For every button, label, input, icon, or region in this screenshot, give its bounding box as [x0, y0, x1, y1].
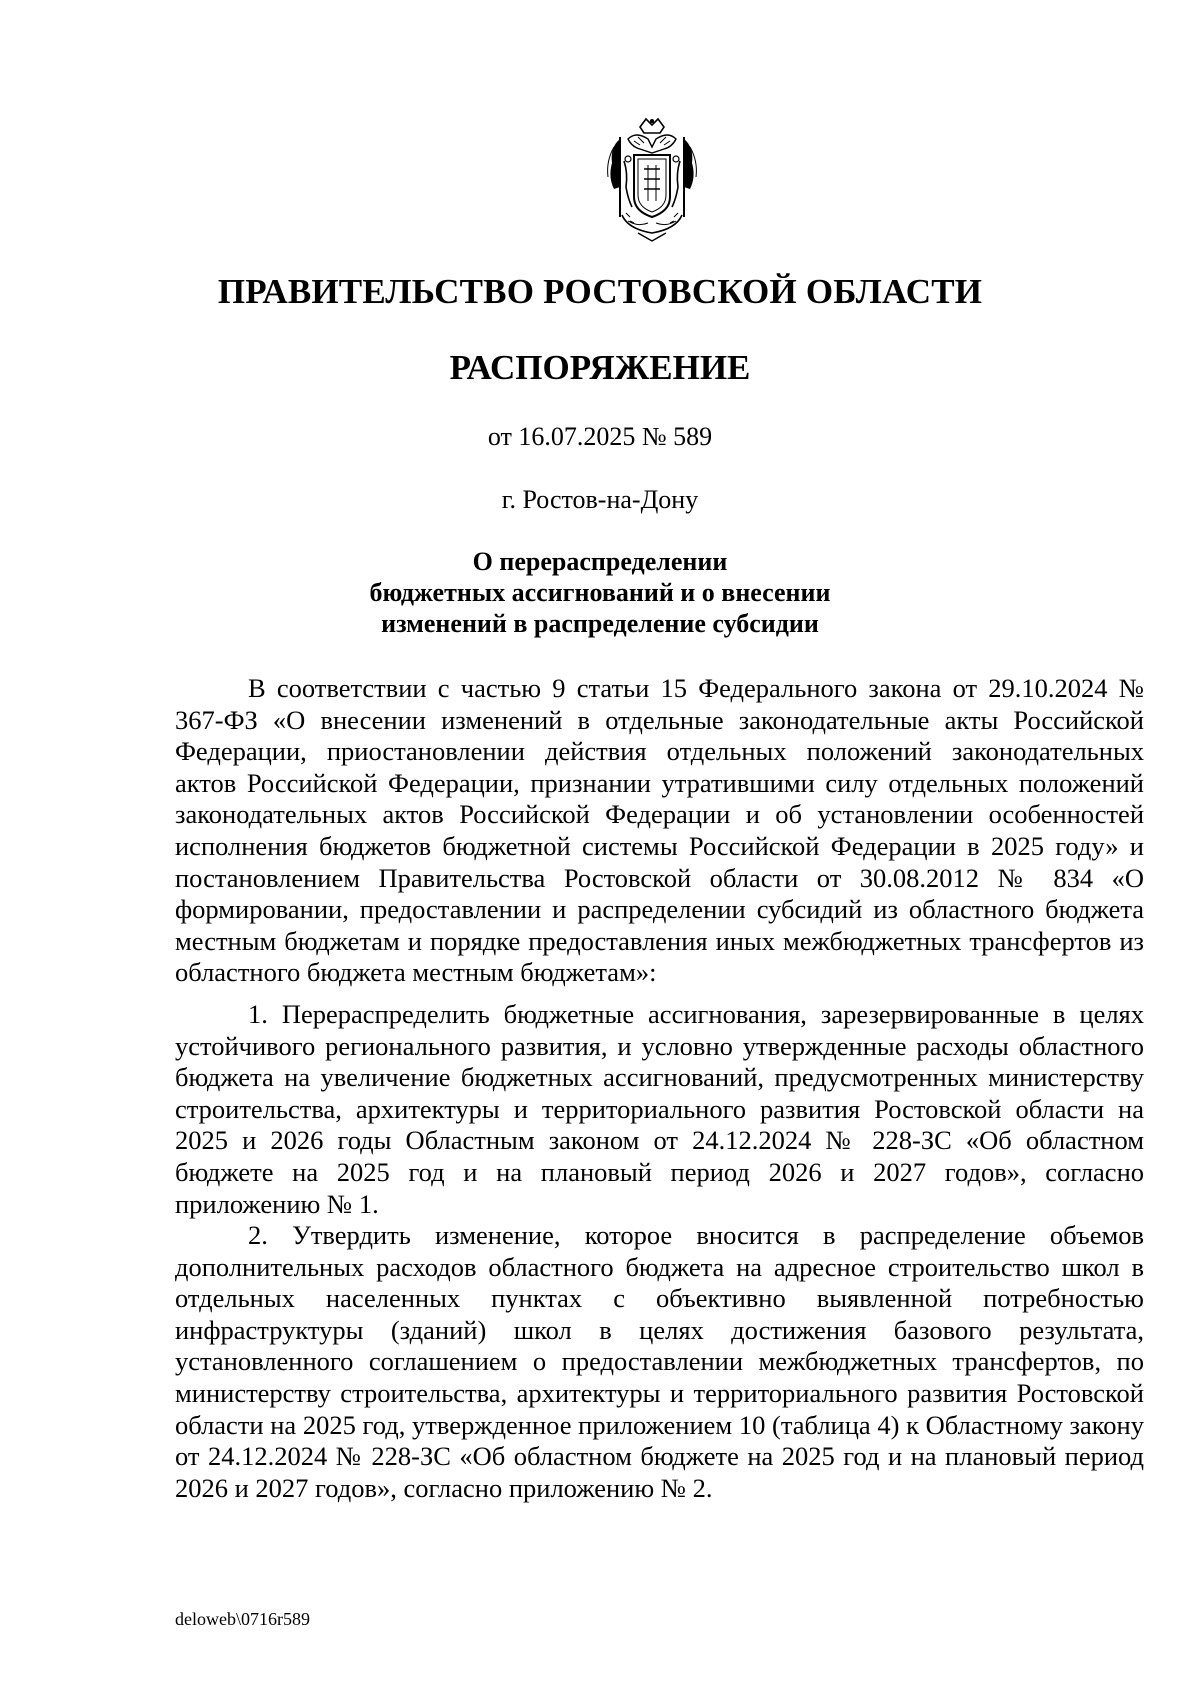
document-subject — [0, 546, 1200, 639]
item-2-paragraph: 2. Утвердить изменение, которое вносится в распределение объемов дополнительных расходов областного бюджета на адресное строительство школ в отдельных населенных пунктах с объективно выявленной потребностью инфраструктуры (зданий) школ в целях достижения базового результата, установленного соглашением о предоставлении межбюджетных трансфертов, по министерству строительства, архитектуры и территориального развития Ростовской области на 2025 год, утвержденное приложением 10 (таблица 4) к Областному закону от 24.12.2024 № 228-ЗС «Об областном бюджете на 2025 год и на плановый период 2026 и 2027 годов», согласно приложению № 2. — [175, 1220, 1144, 1503]
coat-of-arms-icon — [598, 117, 706, 245]
item-1-paragraph: 1. Перераспределить бюджетные ассигнования, зарезервированные в целях устойчивого регионального развития, и условно утвержденные расходы областного бюджета на увеличение бюджетных ассигнований, предусмотренных министерству строительства, архитектуры и территориального развития Ростовской области на 2025 и 2026 годы Областным законом от 24.12.2024 № 228-ЗС «Об областном бюджете на 2025 год и на плановый период 2026 и 2027 годов», согласно приложению № 1. — [175, 998, 1144, 1219]
footer-document-code: deloweb\0716r589 — [175, 1609, 310, 1629]
document-body — [175, 673, 1144, 1504]
document-date-number: от 16.07.2025 № 589 — [487, 422, 713, 451]
subject-line: бюджетных ассигнований и о внесении — [369, 578, 831, 607]
subject-line: О перераспределении — [472, 547, 728, 576]
preamble-paragraph: В соответствии с частью 9 статьи 15 Федерального закона от 29.10.2024 № 367-ФЗ «О внесении изменений в отдельные законодательные акты Российской Федерации, приостановлении действия отдельных положений законодательных актов Российской Федерации, признании утратившими силу отдельных положений законодательных актов Российской Федерации и об установлении особенностей исполнения бюджетов бюджетной системы Российской Федерации в 2025 году» и постановлением Правительства Ростовской области от 30.08.2012 № 834 «О формировании, предоставлении и распределении субсидий из областного бюджета местным бюджетам и порядке предоставления иных межбюджетных трансфертов из областного бюджета местным бюджетам»: — [175, 673, 1144, 988]
document-type-title: РАСПОРЯЖЕНИЕ — [449, 348, 751, 387]
subject-line: изменений в распределение субсидии — [381, 609, 819, 638]
organization-title: ПРАВИТЕЛЬСТВО РОСТОВСКОЙ ОБЛАСТИ — [217, 272, 983, 311]
document-city: г. Ростов-на-Дону — [501, 485, 699, 514]
